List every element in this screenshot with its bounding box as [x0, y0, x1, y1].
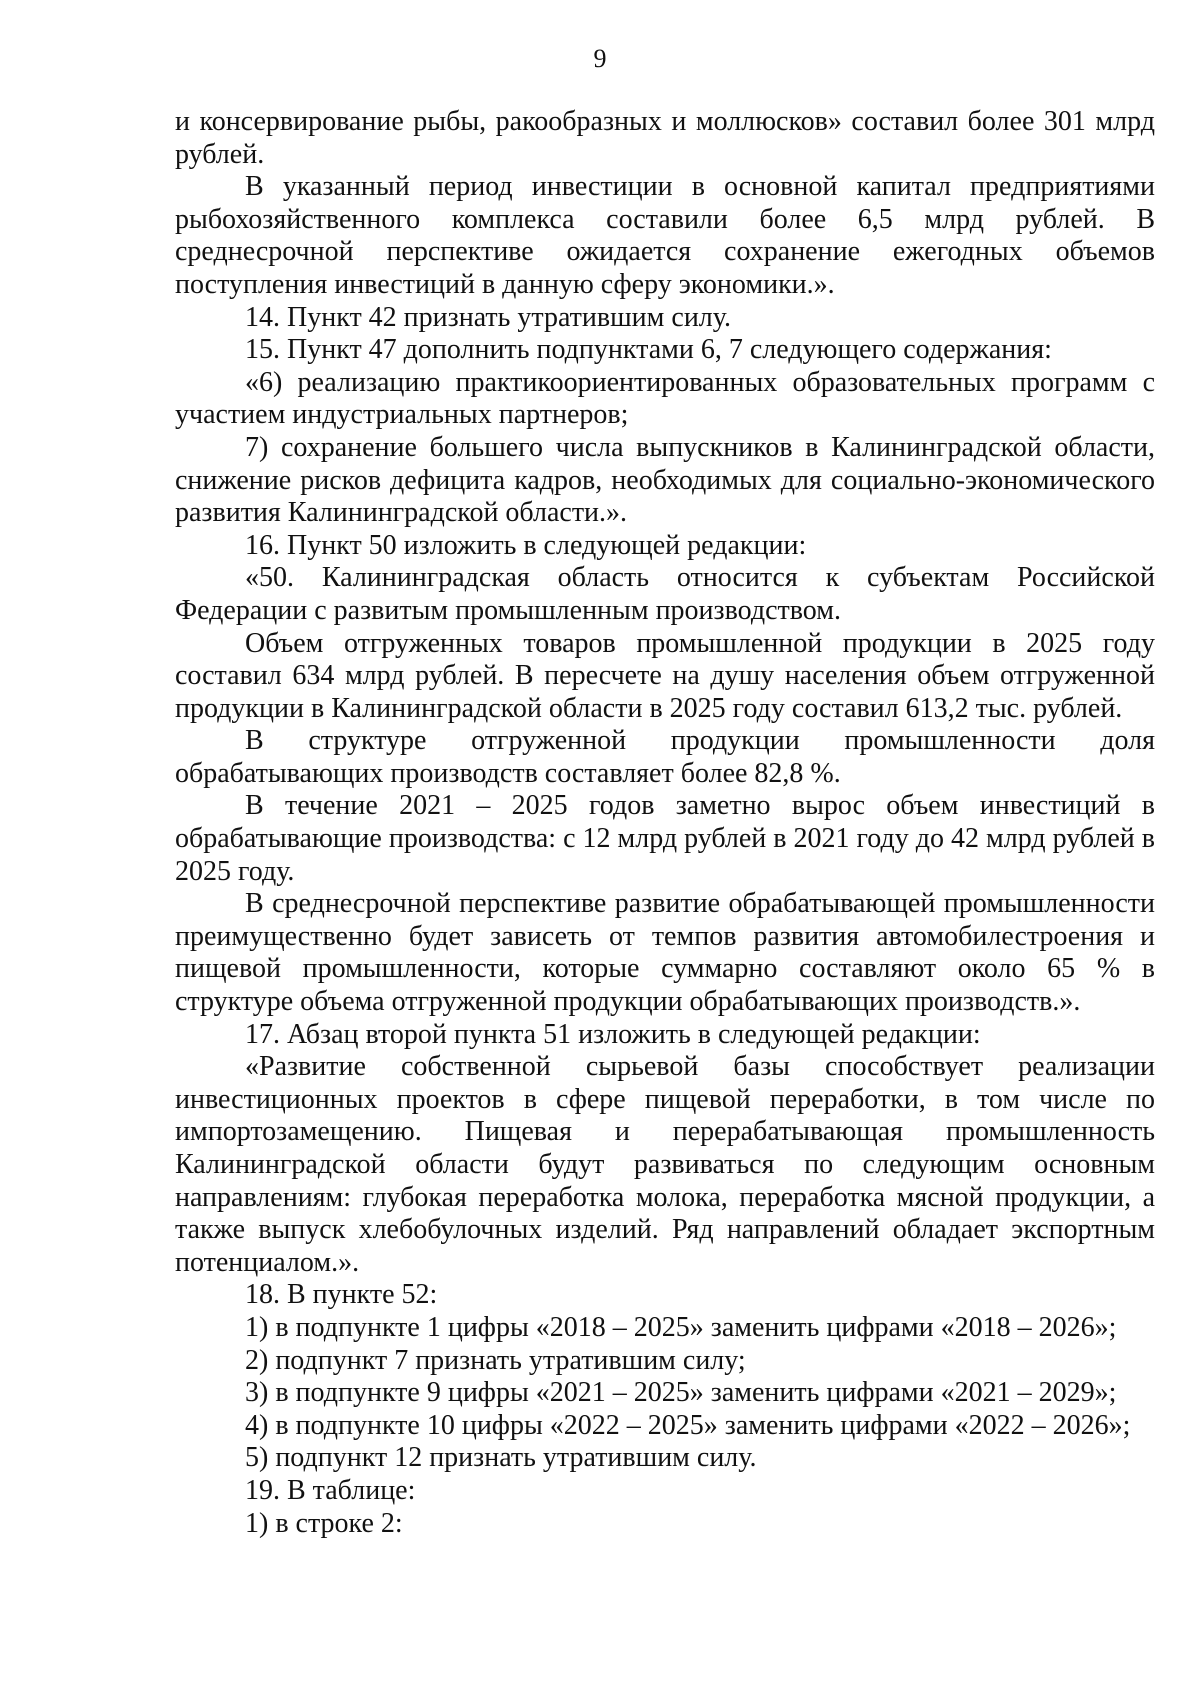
subitem-19-1: 1) в строке 2: — [245, 1507, 403, 1539]
item-18: 18. В пункте 52: — [245, 1279, 438, 1311]
paragraph-shipped-goods: Объем отгруженных товаров промышленной продукции в 2025 году составил 634 млрд рублей. В пересчете на душу населения объем отгруженной продукции в Калининградской области в 2025 году составил 613,2 тыс. рублей. — [175, 627, 1155, 724]
item-17: 17. Абзац второй пункта 51 изложить в следующей редакции: — [245, 1018, 981, 1050]
subitem-15-6: «6) реализацию практикоориентированных образовательных программ с участием индустриальных партнеров; — [175, 366, 1155, 431]
paragraph-medium-term-outlook: В среднесрочной перспективе развитие обрабатывающей промышленности преимущественно будет зависеть от темпов развития автомобилестроения и пищевой промышленности, которые суммарно составляют около 65 % в структуре объема отгруженной продукции обрабатывающих производств.». — [175, 888, 1155, 1018]
subitem-18-1: 1) в подпункте 1 цифры «2018 – 2025» заменить цифрами «2018 – 2026»; — [245, 1311, 1117, 1343]
item-14: 14. Пункт 42 признать утратившим силу. — [245, 301, 731, 333]
paragraph-fish-processing: и консервирование рыбы, ракообразных и моллюсков» составил более 301 млрд рублей. — [175, 106, 1155, 170]
item-15: 15. Пункт 47 дополнить подпунктами 6, 7 следующего содержания: — [245, 334, 1052, 366]
subitem-18-5: 5) подпункт 12 признать утратившим силу. — [245, 1442, 757, 1474]
paragraph-point-50: «50. Калининградская область относится к субъектам Российской Федерации с развитым промышленным производством. — [175, 562, 1155, 626]
paragraph-manufacturing-investments: В течение 2021 – 2025 годов заметно вырос объем инвестиций в обрабатывающие производства: с 12 млрд рублей в 2021 году до 42 млрд рублей в 2025 году. — [175, 790, 1155, 887]
paragraph-food-industry: «Развитие собственной сырьевой базы способствует реализации инвестиционных проектов в сфере пищевой переработки, в том числе по импортозамещению. Пищевая и перерабатывающая промышленность Калининградской области будут развиваться по следующим основным направлениям: глубокая переработка молока, переработка мясной продукции, а также выпуск хлебобулочных изделий. Ряд направлений обладает экспортным потенциалом.». — [175, 1051, 1155, 1278]
subitem-15-7: 7) сохранение большего числа выпускников в Калининградской области, снижение рисков дефицита кадров, необходимых для социально-экономического развития Калининградской области.». — [175, 431, 1155, 529]
item-19: 19. В таблице: — [245, 1474, 416, 1506]
paragraph-fishery-investments: В указанный период инвестиции в основной капитал предприятиями рыбохозяйственного комплекса составили более 6,5 млрд рублей. В среднесрочной перспективе ожидается сохранение ежегодных объемов поступления инвестиций в данную сферу экономики.». — [175, 171, 1155, 300]
document-body — [175, 106, 1155, 1540]
paragraph-manufacturing-share: В структуре отгруженной продукции промышленности доля обрабатывающих производств составляет более 82,8 %. — [175, 725, 1155, 789]
item-16: 16. Пункт 50 изложить в следующей редакции: — [245, 529, 807, 561]
subitem-18-4: 4) в подпункте 10 цифры «2022 – 2025» заменить цифрами «2022 – 2026»; — [245, 1409, 1131, 1441]
page-number: 9 — [593, 44, 607, 73]
subitem-18-2: 2) подпункт 7 признать утратившим силу; — [245, 1344, 746, 1376]
subitem-18-3: 3) в подпункте 9 цифры «2021 – 2025» заменить цифрами «2021 – 2029»; — [245, 1377, 1117, 1409]
